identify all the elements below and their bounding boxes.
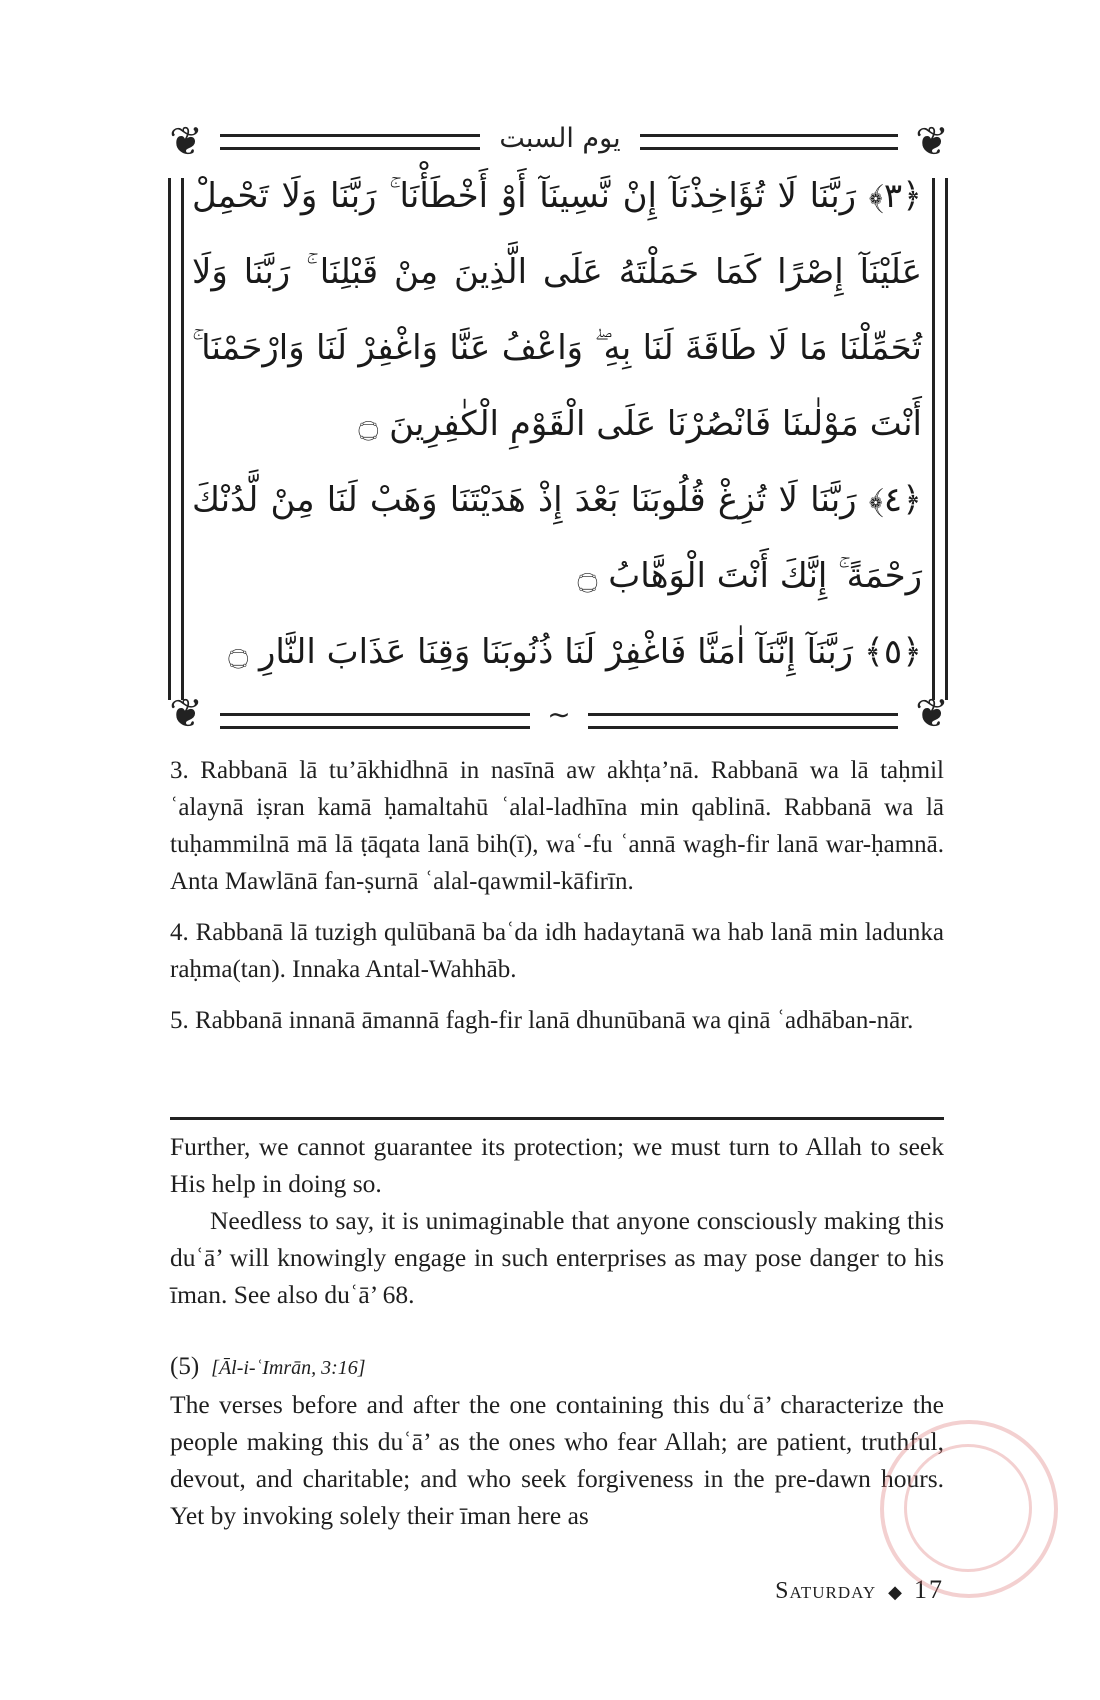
frame-bottom-ornament: ∼ bbox=[547, 698, 571, 731]
frame-side-rule-left bbox=[168, 178, 184, 700]
ornament-icon: ❦ bbox=[915, 119, 949, 165]
section-number: (5) bbox=[170, 1353, 200, 1380]
page-number: 17 bbox=[914, 1575, 944, 1604]
transliteration-item: 5. Rabbanā innanā āmannā fagh-fir lanā dhunūbanā wa qinā ʿadhāban-nār. bbox=[170, 1007, 914, 1034]
frame-side-rule-right bbox=[932, 178, 948, 700]
paragraph: Needless to say, it is unimaginable that anyone consciously making this duʿā’ will knowingly engage in such enterprises as may pose danger to his īman. See also duʿā’ 68. bbox=[170, 1206, 944, 1309]
frame-bottom-rule-right bbox=[588, 713, 898, 729]
transliteration bbox=[170, 752, 944, 1053]
publisher-seal-icon bbox=[880, 1420, 1058, 1598]
section-reference: [Āl-i-ʿImrān, 3:16] bbox=[211, 1357, 366, 1379]
arabic-verse-5: ﴿٥﴾ رَبَّنَآ إِنَّنَآ اٰمَنَّا فَاغْفِرْ لَنَا ذُنُوبَنَا وَقِنَا عَذَابَ النَّارِ ۝ bbox=[228, 632, 922, 672]
page-footer bbox=[640, 1572, 944, 1610]
arabic-frame bbox=[162, 120, 954, 740]
ornament-icon: ❦ bbox=[169, 119, 203, 165]
ornament-icon: ❦ bbox=[915, 691, 949, 737]
arabic-verses bbox=[192, 158, 922, 698]
arabic-verse-3: ﴿٣﴾ رَبَّنَا لَا تُؤَاخِذْنَآ إِنْ نَّسِينَآ أَوْ أَخْطَأْنَا ۚ رَبَّنَا وَلَا تَحْمِلْ عَلَيْنَآ إِصْرًا كَمَا حَمَلْتَهُ عَلَى الَّذِينَ مِنْ قَبْلِنَا ۚ رَبَّنَا وَلَا تُحَمِّلْنَا مَا لَا طَاقَةَ لَنَا بِهِ ۖ وَاعْفُ عَنَّا وَاغْفِرْ لَنَا وَارْحَمْنَا ۚ أَنْتَ مَوْلٰىنَا فَانْصُرْنَا عَلَى الْقَوْمِ الْكٰفِرِينَ ۝ bbox=[192, 176, 922, 444]
section-divider bbox=[170, 1117, 944, 1120]
diamond-separator-icon: ◆ bbox=[888, 1582, 902, 1602]
transliteration-item: 4. Rabbanā lā tuzigh qulūbanā baʿda idh hadaytanā wa hab lanā min ladunka raḥma(tan). Innaka Antal-Wahhāb. bbox=[170, 919, 944, 983]
commentary-continued bbox=[170, 1386, 944, 1534]
commentary bbox=[170, 1128, 944, 1313]
publisher-seal-inner bbox=[904, 1444, 1032, 1572]
frame-title: يوم السبت bbox=[499, 123, 621, 154]
frame-top-rule-left bbox=[220, 134, 480, 150]
paragraph: Further, we cannot guarantee its protection; we must turn to Allah to seek His help in doing so. bbox=[170, 1132, 944, 1198]
paragraph: The verses before and after the one containing this duʿā’ characterize the people making this duʿā’ as the ones who fear Allah; are patient, truthful, devout, and charitable; and who seek forgiveness in the pre-dawn hours. Yet by invoking solely their īman here as bbox=[170, 1390, 944, 1530]
arabic-verse-4: ﴿٤﴾ رَبَّنَا لَا تُزِغْ قُلُوبَنَا بَعْدَ إِذْ هَدَيْتَنَا وَهَبْ لَنَا مِنْ لَّدُنْكَ رَحْمَةً ۚ إِنَّكَ أَنْتَ الْوَهَّابُ ۝ bbox=[192, 480, 922, 596]
ornament-icon: ❦ bbox=[169, 691, 203, 737]
section-heading bbox=[170, 1350, 366, 1385]
transliteration-item: 3. Rabbanā lā tu’ākhidhnā in nasīnā aw akhṭa’nā. Rabbanā wa lā taḥmil ʿalaynā iṣran kamā ḥamaltahū ʿalal-ladhīna min qablinā. Rabbanā wa lā tuḥammilnā mā lā ṭāqata lanā bih(ī), waʿ-fu ʿannā wagh-fir lanā war-ḥamnā. Anta Mawlānā fan-ṣurnā ʿalal-qawmil-kāfirīn. bbox=[170, 757, 944, 895]
frame-bottom-rule-left bbox=[220, 713, 530, 729]
running-head: Saturday bbox=[775, 1578, 877, 1604]
frame-top-rule-right bbox=[640, 134, 898, 150]
